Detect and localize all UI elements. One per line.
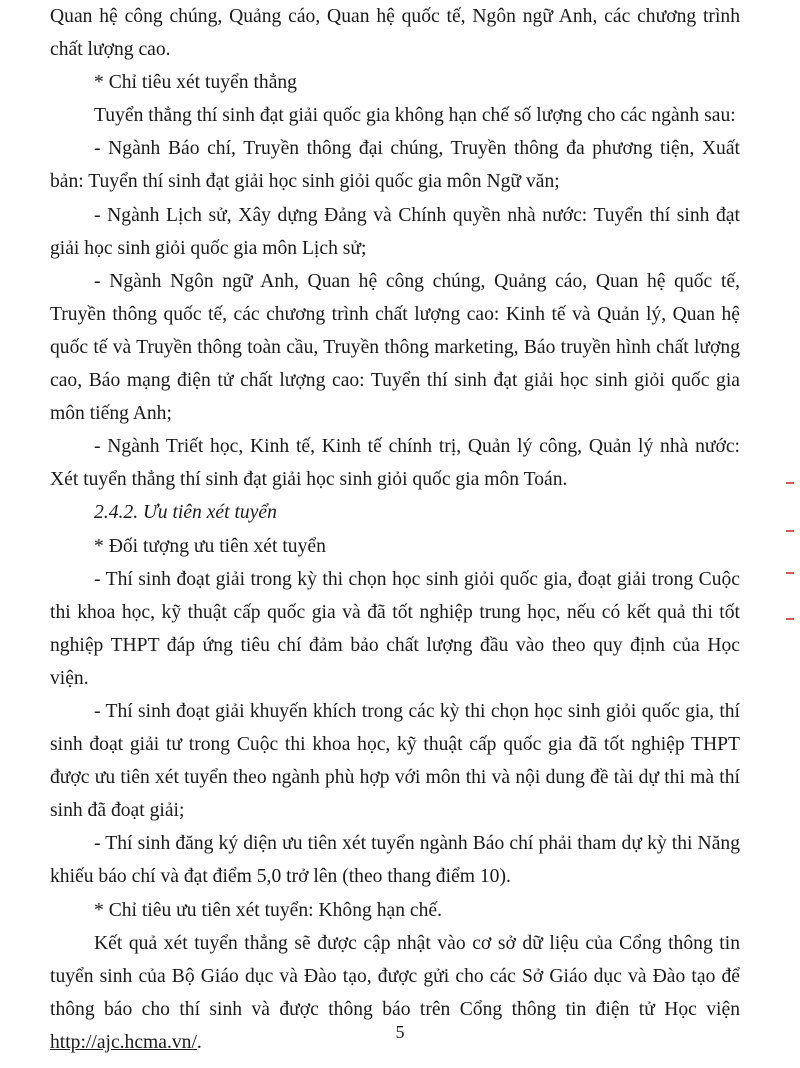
results-notice-end: . [196, 1031, 202, 1053]
margin-mark [786, 618, 794, 620]
academy-website-link[interactable]: http://ajc.hcma.vn/ [50, 1031, 197, 1053]
heading-priority-quota: * Chỉ tiêu ưu tiên xét tuyển: Không hạn chế. [94, 899, 442, 921]
page-number: 5 [395, 1022, 405, 1042]
margin-mark [786, 530, 794, 532]
results-notice-text: Kết quả xét tuyển thẳng sẽ được cập nhật vào cơ sở dữ liệu của Cổng thông tin tuyển sinh của Bộ Giáo dục và Đào tạo, được gửi cho các Sở Giáo dục và Đào tạo để thông báo cho thí sinh và được thông báo trên Cổng thông tin điện tử Học viện [50, 932, 740, 1020]
list-item-national-winners: - Thí sinh đoạt giải trong kỳ thi chọn học sinh giỏi quốc gia, đoạt giải trong Cuộc thi khoa học, kỹ thuật cấp quốc gia và đã tốt nghiệp trung học, nếu có kết quả thi tốt nghiệp THPT đáp ứng tiêu chí đảm bảo chất lượng đầu vào theo quy định của Học viện. [50, 568, 740, 689]
list-item-encouragement-prize: - Thí sinh đoạt giải khuyến khích trong các kỳ thi chọn học sinh giỏi quốc gia, thí sinh đoạt giải tư trong Cuộc thi khoa học, kỹ thuật cấp quốc gia đã tốt nghiệp THPT được ưu tiên xét tuyển theo ngành phù hợp với môn thi và nội dung đề tài dự thi mà thí sinh đã đoạt giải; [50, 700, 740, 822]
heading-priority-subjects: * Đối tượng ưu tiên xét tuyển [94, 535, 326, 557]
margin-mark [786, 482, 794, 484]
list-item-journalism-aptitude: - Thí sinh đăng ký diện ưu tiên xét tuyển ngành Báo chí phải tham dự kỳ thi Năng khiếu báo chí và đạt điểm 5,0 trở lên (theo thang điểm 10). [50, 833, 740, 888]
margin-mark [786, 572, 794, 574]
list-item-philosophy-economics: - Ngành Triết học, Kinh tế, Kinh tế chính trị, Quản lý công, Quản lý nhà nước: Xét tuyển thẳng thí sinh đạt giải học sinh giỏi quốc gia môn Toán. [50, 436, 740, 491]
paragraph-continuation: Quan hệ công chúng, Quảng cáo, Quan hệ quốc tế, Ngôn ngữ Anh, các chương trình chất lượng cao. [50, 6, 740, 61]
list-item-history: - Ngành Lịch sử, Xây dựng Đảng và Chính quyền nhà nước: Tuyển thí sinh đạt giải học sinh giỏi quốc gia môn Lịch sử; [50, 204, 740, 259]
section-heading-priority-admission: 2.4.2. Ưu tiên xét tuyển [94, 502, 277, 524]
list-item-journalism: - Ngành Báo chí, Truyền thông đại chúng, Truyền thông đa phương tiện, Xuất bản: Tuyển thí sinh đạt giải học sinh giỏi quốc gia môn Ngữ văn; [50, 138, 740, 193]
paragraph-direct-admission-intro: Tuyển thẳng thí sinh đạt giải quốc gia không hạn chế số lượng cho các ngành sau: [94, 105, 736, 127]
document-body [50, 0, 740, 1059]
list-item-english: - Ngành Ngôn ngữ Anh, Quan hệ công chúng, Quảng cáo, Quan hệ quốc tế, Truyền thông quốc tế, các chương trình chất lượng cao: Kinh tế và Quản lý, Quan hệ quốc tế và Truyền thông toàn cầu, Truyền thông marketing, Báo truyền hình chất lượng cao, Báo mạng điện tử chất lượng cao: Tuyển thí sinh đạt giải học sinh giỏi quốc gia môn tiếng Anh; [50, 270, 740, 425]
heading-direct-admission-quota: * Chỉ tiêu xét tuyển thẳng [94, 72, 297, 94]
